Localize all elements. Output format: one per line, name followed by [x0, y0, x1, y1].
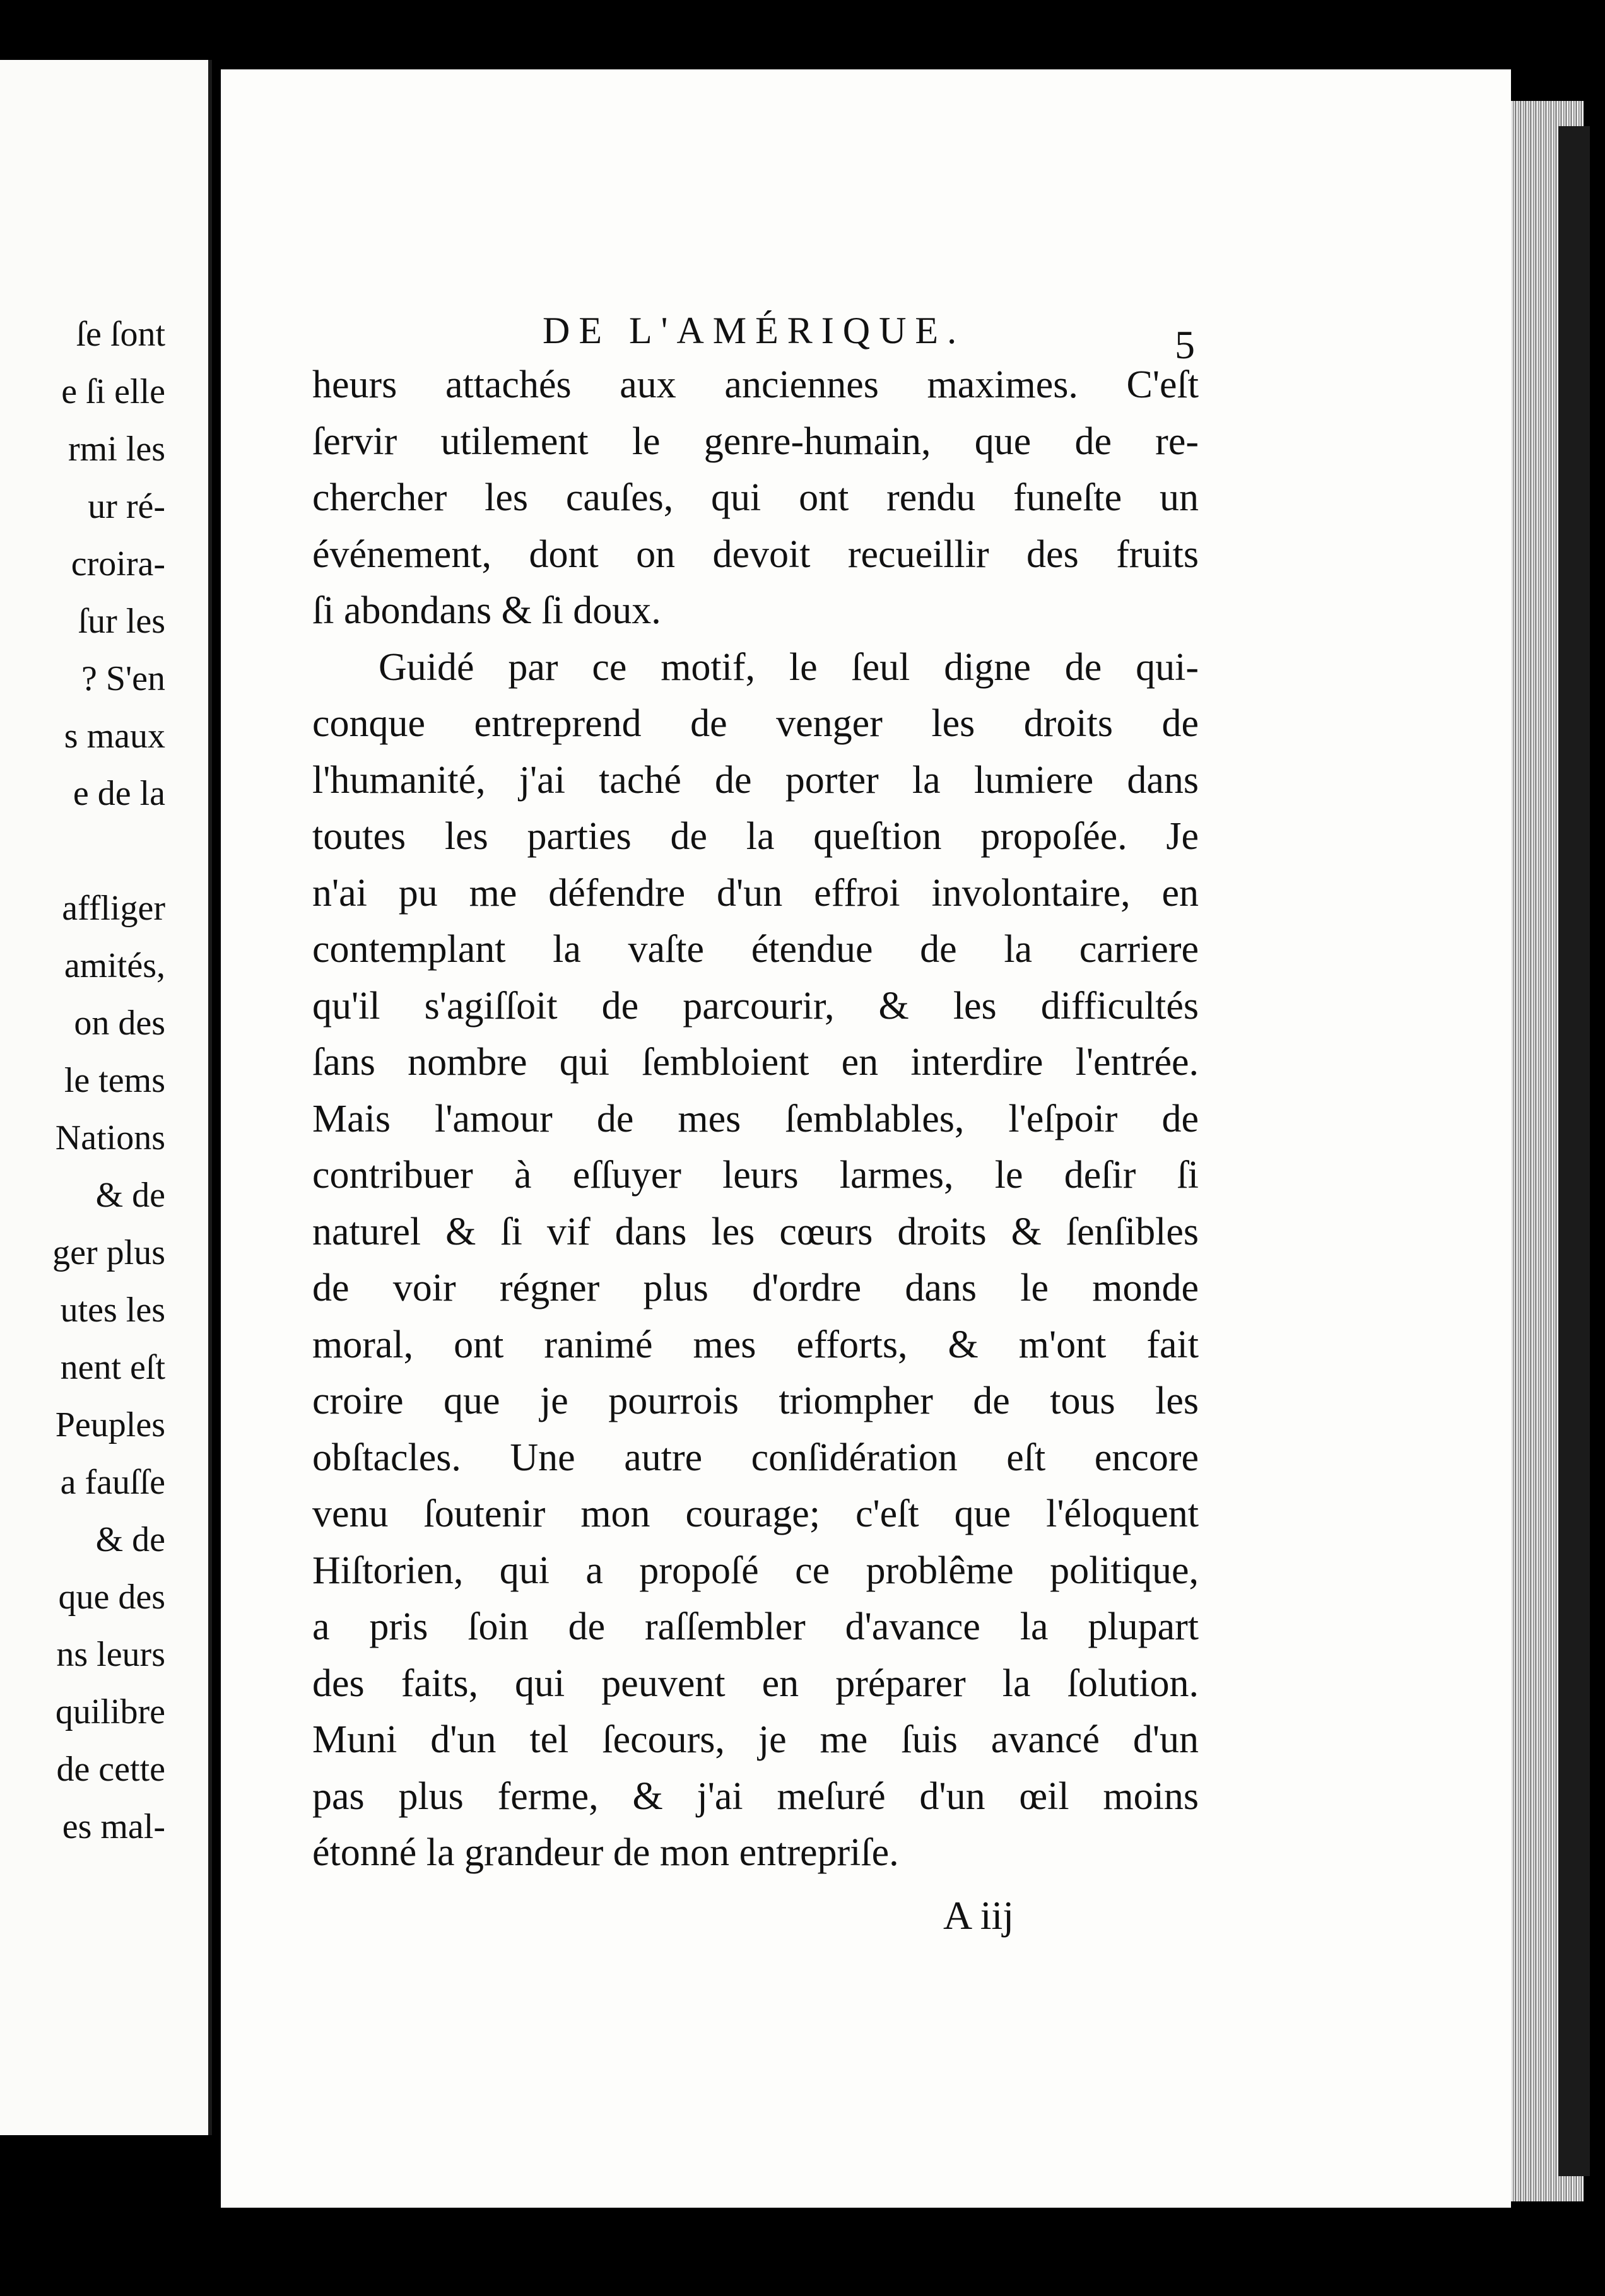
left-line: ſur les [78, 602, 165, 641]
text-line: de voir régner plus d'ordre dans le monde [312, 1267, 1199, 1309]
left-line: le tems [64, 1061, 165, 1100]
left-line: e ſi elle [61, 372, 165, 411]
previous-page-text [0, 306, 165, 1856]
left-line: e de la [73, 774, 165, 813]
left-line: ſe ſont [76, 315, 165, 354]
left-line: rmi les [68, 430, 165, 469]
left-line: amités, [64, 946, 165, 985]
left-line: s maux [64, 717, 165, 756]
text-line: chercher les cauſes, qui ont rendu funeſte un [312, 476, 1199, 519]
left-line: es mal- [62, 1807, 165, 1846]
text-line: Hiſtorien, qui a propoſé ce problême politique, [312, 1549, 1199, 1592]
text-line: ſi abondans & ſi doux. [312, 589, 661, 632]
text-line: conque entreprend de venger les droits de [312, 702, 1199, 745]
left-line [0, 823, 165, 880]
previous-page-fragment [0, 60, 212, 2135]
left-line: on des [74, 1004, 165, 1043]
left-line: de cette [56, 1750, 165, 1789]
left-line: ur ré- [88, 487, 165, 526]
left-line: nent eſt [60, 1348, 165, 1387]
text-line: obſtacles. Une autre conſidération eſt encore [312, 1436, 1199, 1479]
left-line: quilibre [55, 1692, 165, 1731]
page-edge-shadow [1558, 126, 1590, 2176]
left-line: Nations [55, 1118, 165, 1157]
text-line: étonné la grandeur de mon entrepriſe. [312, 1831, 899, 1874]
left-line: a fauſſe [60, 1463, 165, 1502]
text-line: contribuer à eſſuyer leurs larmes, le deſir ſi [312, 1154, 1199, 1197]
running-head: DE L'AMÉRIQUE. [543, 310, 966, 351]
text-line: l'humanité, j'ai taché de porter la lumiere dans [312, 758, 1199, 802]
text-line: a pris ſoin de raſſembler d'avance la plupart [312, 1605, 1199, 1648]
left-line: croira- [71, 544, 165, 583]
text-line: naturel & ſi vif dans les cœurs droits & ſenſibles [312, 1210, 1199, 1253]
text-line: contemplant la vaſte étendue de la carriere [312, 928, 1199, 971]
text-line: toutes les parties de la queſtion propoſée. Je [312, 815, 1199, 858]
left-line: Peuples [55, 1405, 165, 1444]
left-line: ? S'en [81, 659, 165, 698]
text-line: événement, dont on devoit recueillir des fruits [312, 532, 1199, 576]
left-line: ger plus [52, 1233, 165, 1272]
left-line: que des [58, 1578, 165, 1617]
signature-mark: A iij [943, 1893, 1014, 1938]
paragraph-start-line: Guidé par ce motif, le ſeul digne de qui- [379, 645, 1199, 689]
text-line: ſervir utilement le genre-humain, que de re- [312, 419, 1199, 463]
left-line: & de [95, 1176, 165, 1215]
text-line: des faits, qui peuvent en préparer la ſolution. [312, 1661, 1199, 1705]
text-line: heurs attachés aux anciennes maximes. C'eſt [312, 363, 1199, 406]
left-line: affliger [62, 889, 165, 928]
text-line: ſans nombre qui ſembloient en interdire l'entrée. [312, 1041, 1199, 1084]
body-text [312, 357, 1199, 1882]
text-line: pas plus ferme, & j'ai meſuré d'un œil moins [312, 1774, 1199, 1818]
page-number: 5 [1175, 322, 1195, 367]
text-line: n'ai pu me défendre d'un effroi involontaire, en [312, 871, 1199, 915]
left-line: & de [95, 1520, 165, 1559]
text-line: Muni d'un tel ſecours, je me ſuis avancé d'un [312, 1718, 1199, 1761]
text-line: croire que je pourrois triompher de tous les [312, 1379, 1199, 1422]
text-line: venu ſoutenir mon courage; c'eſt que l'éloquent [312, 1492, 1199, 1535]
text-line: qu'il s'agiſſoit de parcourir, & les difficultés [312, 984, 1199, 1028]
text-line: Mais l'amour de mes ſemblables, l'eſpoir de [312, 1097, 1199, 1140]
text-line: moral, ont ranimé mes efforts, & m'ont fait [312, 1323, 1199, 1366]
left-line: ns leurs [56, 1635, 165, 1674]
left-line: utes les [60, 1291, 165, 1330]
